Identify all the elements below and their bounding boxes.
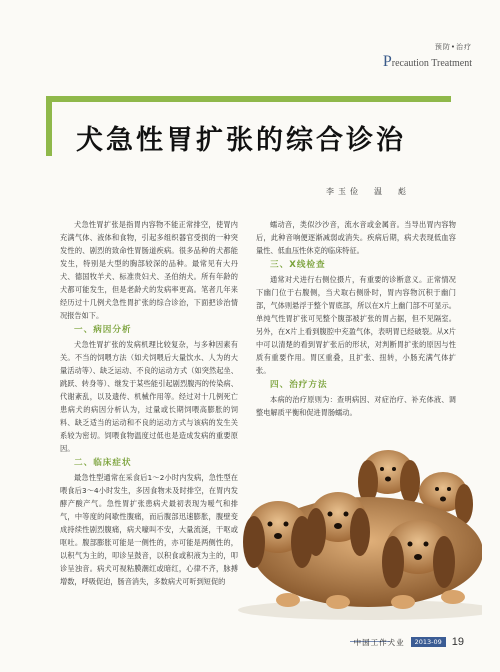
section-heading: 三、X线检查 — [270, 260, 326, 270]
paragraph: 犬急性胃扩张是指胃内容物不能正常排空，使胃内充满气体、液体和食物，引起多组织器官受损的一种突发性的、剧烈的致命性胃肠道疾病。很多品种的犬都能发生，特别是大型的胸部较深的品种。最常见有大丹犬、德国牧羊犬、标准贵妇犬、圣伯纳犬。所有年龄的犬都可能发生，但是老龄犬的发病率更高。笔者几年来经历过十几例犬急性胃扩张的综合诊治，下面把诊治情况报告如下。 — [60, 220, 238, 320]
puppies-photo — [218, 432, 482, 622]
title-rule-vertical — [46, 96, 52, 156]
paragraph: 最急性型通常在采食后1～2小时内发病，急性型在喂食后3～4小时发生，多因食物未及时排空，在胃内发酵产酸产气。急性胃扩张患病犬最初表现为嗳气和排气，中等度的间歇性腹痛，而后腹部迅速膨胀，腹壁变成持续性剧烈腹痛，病犬嚎叫不安，大量流涎，干呕或呕吐。腹部膨胀可能是一侧性的，亦可能是两侧性的，以积气为主的，叩诊呈鼓音，以积食或积液为主的，叩诊呈浊音。病犬可视粘膜潮红或暗红，心律不齐，脉搏增数，呼吸促迫，肠音消失，多数病犬可听到短促的 — [60, 473, 238, 586]
page-footer — [354, 636, 464, 648]
right-column — [256, 218, 456, 419]
article-title: 犬急性胃扩张的综合诊治 — [76, 125, 406, 156]
paragraph: 蠕动音，类似沙沙音，流水音或金属音。当导出胃内容物后，此种音响便逐渐减弱或消失。疾病后期，病犬表现低血容量性、低血压性休克的临床特征。 — [256, 220, 456, 255]
magazine-name: 中国工作犬业 — [353, 637, 405, 647]
section-tag — [383, 42, 472, 71]
section-heading: 二、临床症状 — [74, 458, 132, 468]
title-rule-horizontal — [46, 96, 451, 102]
paragraph: 本病的治疗原则为：查明病因、对症治疗、补充体液、调整电解质平衡和促进胃肠蠕动。 — [256, 395, 456, 417]
issue-badge: 2013-09 — [411, 637, 446, 647]
left-column — [60, 218, 238, 588]
section-heading: 一、病因分析 — [74, 325, 132, 335]
section-tag-en: Precaution Treatment — [382, 53, 472, 70]
paragraph: 犬急性胃扩张的发病机理比较复杂，与多种因素有关。不当的饲喂方法（如犬饲喂后大量饮水、人为的大量活动等）、缺乏运动、不良的运动方式（如突然起坐、跳跃、转身等）、继发于某些能引起剧烈腹泻的传染病、代谢紊乱，以及遗传、机械作用等。经过对十几例死亡患病犬的病因分析认为，过量或长期饲喂高膨胀的饲料、缺乏适当的运动和不良的运动方式与该病的发生关系较为密切。饲喂食物温度过低也是造成发病的重要原因。 — [60, 340, 238, 453]
section-heading: 四、治疗方法 — [270, 380, 328, 390]
page-number: 19 — [451, 636, 464, 648]
section-tag-cn: 预防•治疗 — [434, 43, 472, 51]
article-authors: 李玉俭 温 彪 — [326, 187, 410, 196]
paragraph: 通常对犬进行右侧位摄片，有重要的诊断意义。正常情况下幽门位于右腹侧，当犬取右侧卧时，胃内容物沉积于幽门部，气体则悬浮于整个胃底部，所以在X片上幽门部不可显示。单纯气性胃扩张可见整个腹部被扩张的胃占据，但不见隔室。另外，在X片上看到腹腔中充盈气体，表明胃已经破裂。从X片中可以清楚的看到胃扩张后的形状，对判断胃扩张的原因与性质有重要作用。胃区重叠，且扩张、扭转，小肠充满气体扩张。 — [256, 275, 456, 375]
